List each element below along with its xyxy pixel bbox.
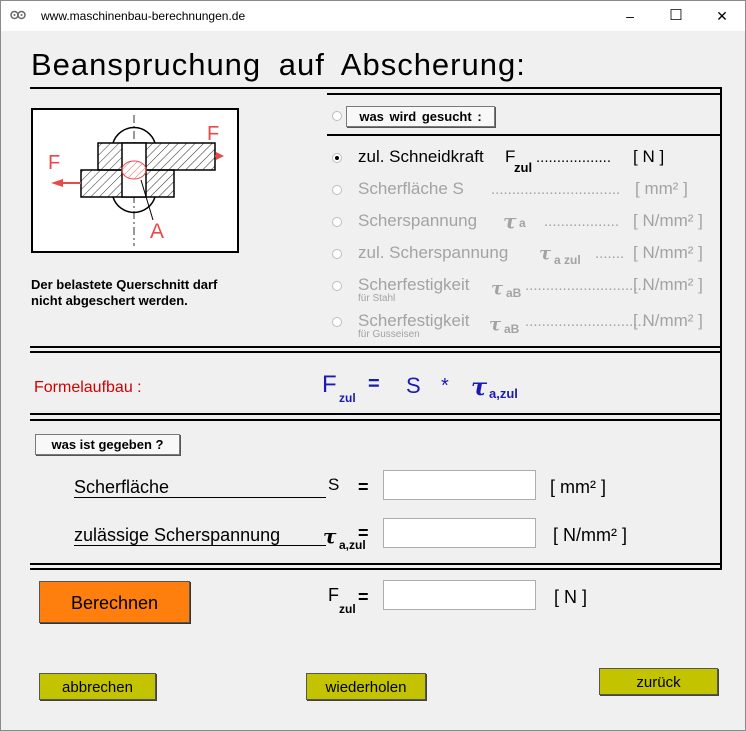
field-equals: = (358, 477, 369, 497)
field-symbol: S (328, 475, 340, 494)
option-note: für Stahl (358, 293, 396, 304)
divider (30, 87, 722, 89)
field-subscript: a,zul (339, 538, 366, 552)
option-label[interactable]: Scherfläche S (358, 179, 464, 198)
option-unit: [ N/mm² ] (633, 211, 703, 230)
tau-symbol: τ (503, 209, 517, 233)
berechnen-button[interactable]: Berechnen (39, 581, 190, 623)
divider (30, 351, 722, 353)
formula-tau-subscript: a,zul (489, 386, 518, 401)
formula-tau: τ (471, 372, 488, 401)
radio-scherflaeche[interactable] (332, 185, 342, 195)
option-label[interactable]: Scherspannung (358, 211, 478, 230)
option-label[interactable]: Scherfestigkeit (358, 275, 470, 294)
maximize-button[interactable]: ☐ (669, 7, 683, 24)
field-underline (74, 497, 326, 498)
close-button[interactable]: ✕ (716, 8, 728, 24)
option-unit: [ N/mm² ] (633, 311, 703, 330)
tau-symbol: τ (539, 243, 552, 264)
option-dots: .................. (536, 149, 612, 166)
divider (30, 419, 722, 421)
frame-right (720, 87, 722, 570)
wiederholen-button[interactable]: wiederholen (306, 673, 426, 700)
result-output[interactable] (383, 580, 536, 610)
zul-scherspannung-input[interactable] (383, 518, 536, 548)
option-label[interactable]: zul. Schneidkraft (358, 147, 484, 166)
formula-lhs-subscript: zul (339, 391, 356, 405)
scherflaeche-input[interactable] (383, 470, 536, 500)
caption-line: nicht abgeschert werden. (31, 293, 188, 308)
formula-lhs: F (322, 371, 337, 398)
option-label[interactable]: Scherfestigkeit (358, 311, 470, 330)
divider (30, 568, 722, 570)
option-subscript: aB (504, 322, 520, 336)
given-group-label: was ist gegeben ? (35, 434, 180, 455)
option-dots: ............................. (525, 277, 646, 294)
field-underline (74, 545, 326, 546)
formula-label: Formelaufbau : (34, 379, 142, 396)
result-subscript: zul (339, 602, 356, 616)
window-title: www.maschinenbau-berechnungen.de (41, 9, 246, 23)
radio-scherspannung[interactable] (332, 217, 342, 227)
page-title: Beanspruchung auf Abscherung: (31, 47, 526, 82)
option-note: für Gusseisen (358, 329, 420, 340)
field-unit: [ N/mm² ] (553, 525, 627, 545)
option-unit: [ N ] (633, 147, 665, 166)
option-subscript: aB (506, 286, 522, 300)
formula-equals: = (368, 373, 380, 395)
tau-symbol: τ (489, 314, 502, 335)
formula-s: S (406, 373, 421, 398)
option-dots: ............................. (525, 313, 646, 330)
field-label-scherflaeche: Scherfläche (74, 477, 170, 497)
result-equals: = (358, 587, 369, 607)
tau-symbol: τ (323, 524, 337, 548)
option-subscript: a (519, 216, 526, 230)
section-label: A (150, 220, 165, 243)
formula-times: * (441, 375, 449, 397)
caption-line: Der belastete Querschnitt darf (31, 277, 218, 292)
field-label-zul-scherspannung: zulässige Scherspannung (74, 525, 281, 545)
zurueck-button[interactable]: zurück (599, 668, 718, 695)
tau-symbol: τ (491, 278, 504, 299)
force-label-right: F (207, 123, 220, 145)
search-group-label: was wird gesucht : (346, 106, 495, 127)
divider (30, 346, 722, 348)
radio-zul-scherspannung[interactable] (332, 249, 342, 259)
app-gears-icon (10, 9, 26, 21)
result-symbol: F (328, 585, 339, 605)
option-subscript: a zul (554, 253, 581, 267)
option-unit: [ N/mm² ] (633, 243, 703, 262)
divider (30, 413, 722, 415)
title-bar (1, 1, 745, 31)
minimize-button[interactable]: – (626, 8, 634, 24)
radio-scherfestigkeit-gusseisen[interactable] (332, 317, 342, 327)
field-unit: [ mm² ] (550, 477, 606, 497)
option-subscript: zul (514, 160, 533, 175)
divider (327, 134, 722, 136)
search-header-radio[interactable] (332, 111, 342, 121)
radio-zul-schneidkraft[interactable] (332, 153, 342, 163)
divider (30, 563, 722, 565)
option-label[interactable]: zul. Scherspannung (358, 243, 509, 262)
option-dots: .................. (544, 213, 620, 230)
abbrechen-button[interactable]: abbrechen (39, 673, 156, 700)
divider (327, 93, 722, 95)
figure-caption (31, 277, 217, 309)
option-symbol: F (505, 147, 516, 166)
force-label-left: F (48, 152, 61, 174)
option-unit: [ N/mm² ] (633, 275, 703, 294)
option-unit: [ mm² ] (635, 179, 688, 198)
result-unit: [ N ] (554, 587, 588, 607)
option-dots: ....... (595, 245, 625, 262)
field-equals: = (358, 523, 369, 543)
option-dots: ............................... (491, 181, 621, 198)
radio-scherfestigkeit-stahl[interactable] (332, 281, 342, 291)
